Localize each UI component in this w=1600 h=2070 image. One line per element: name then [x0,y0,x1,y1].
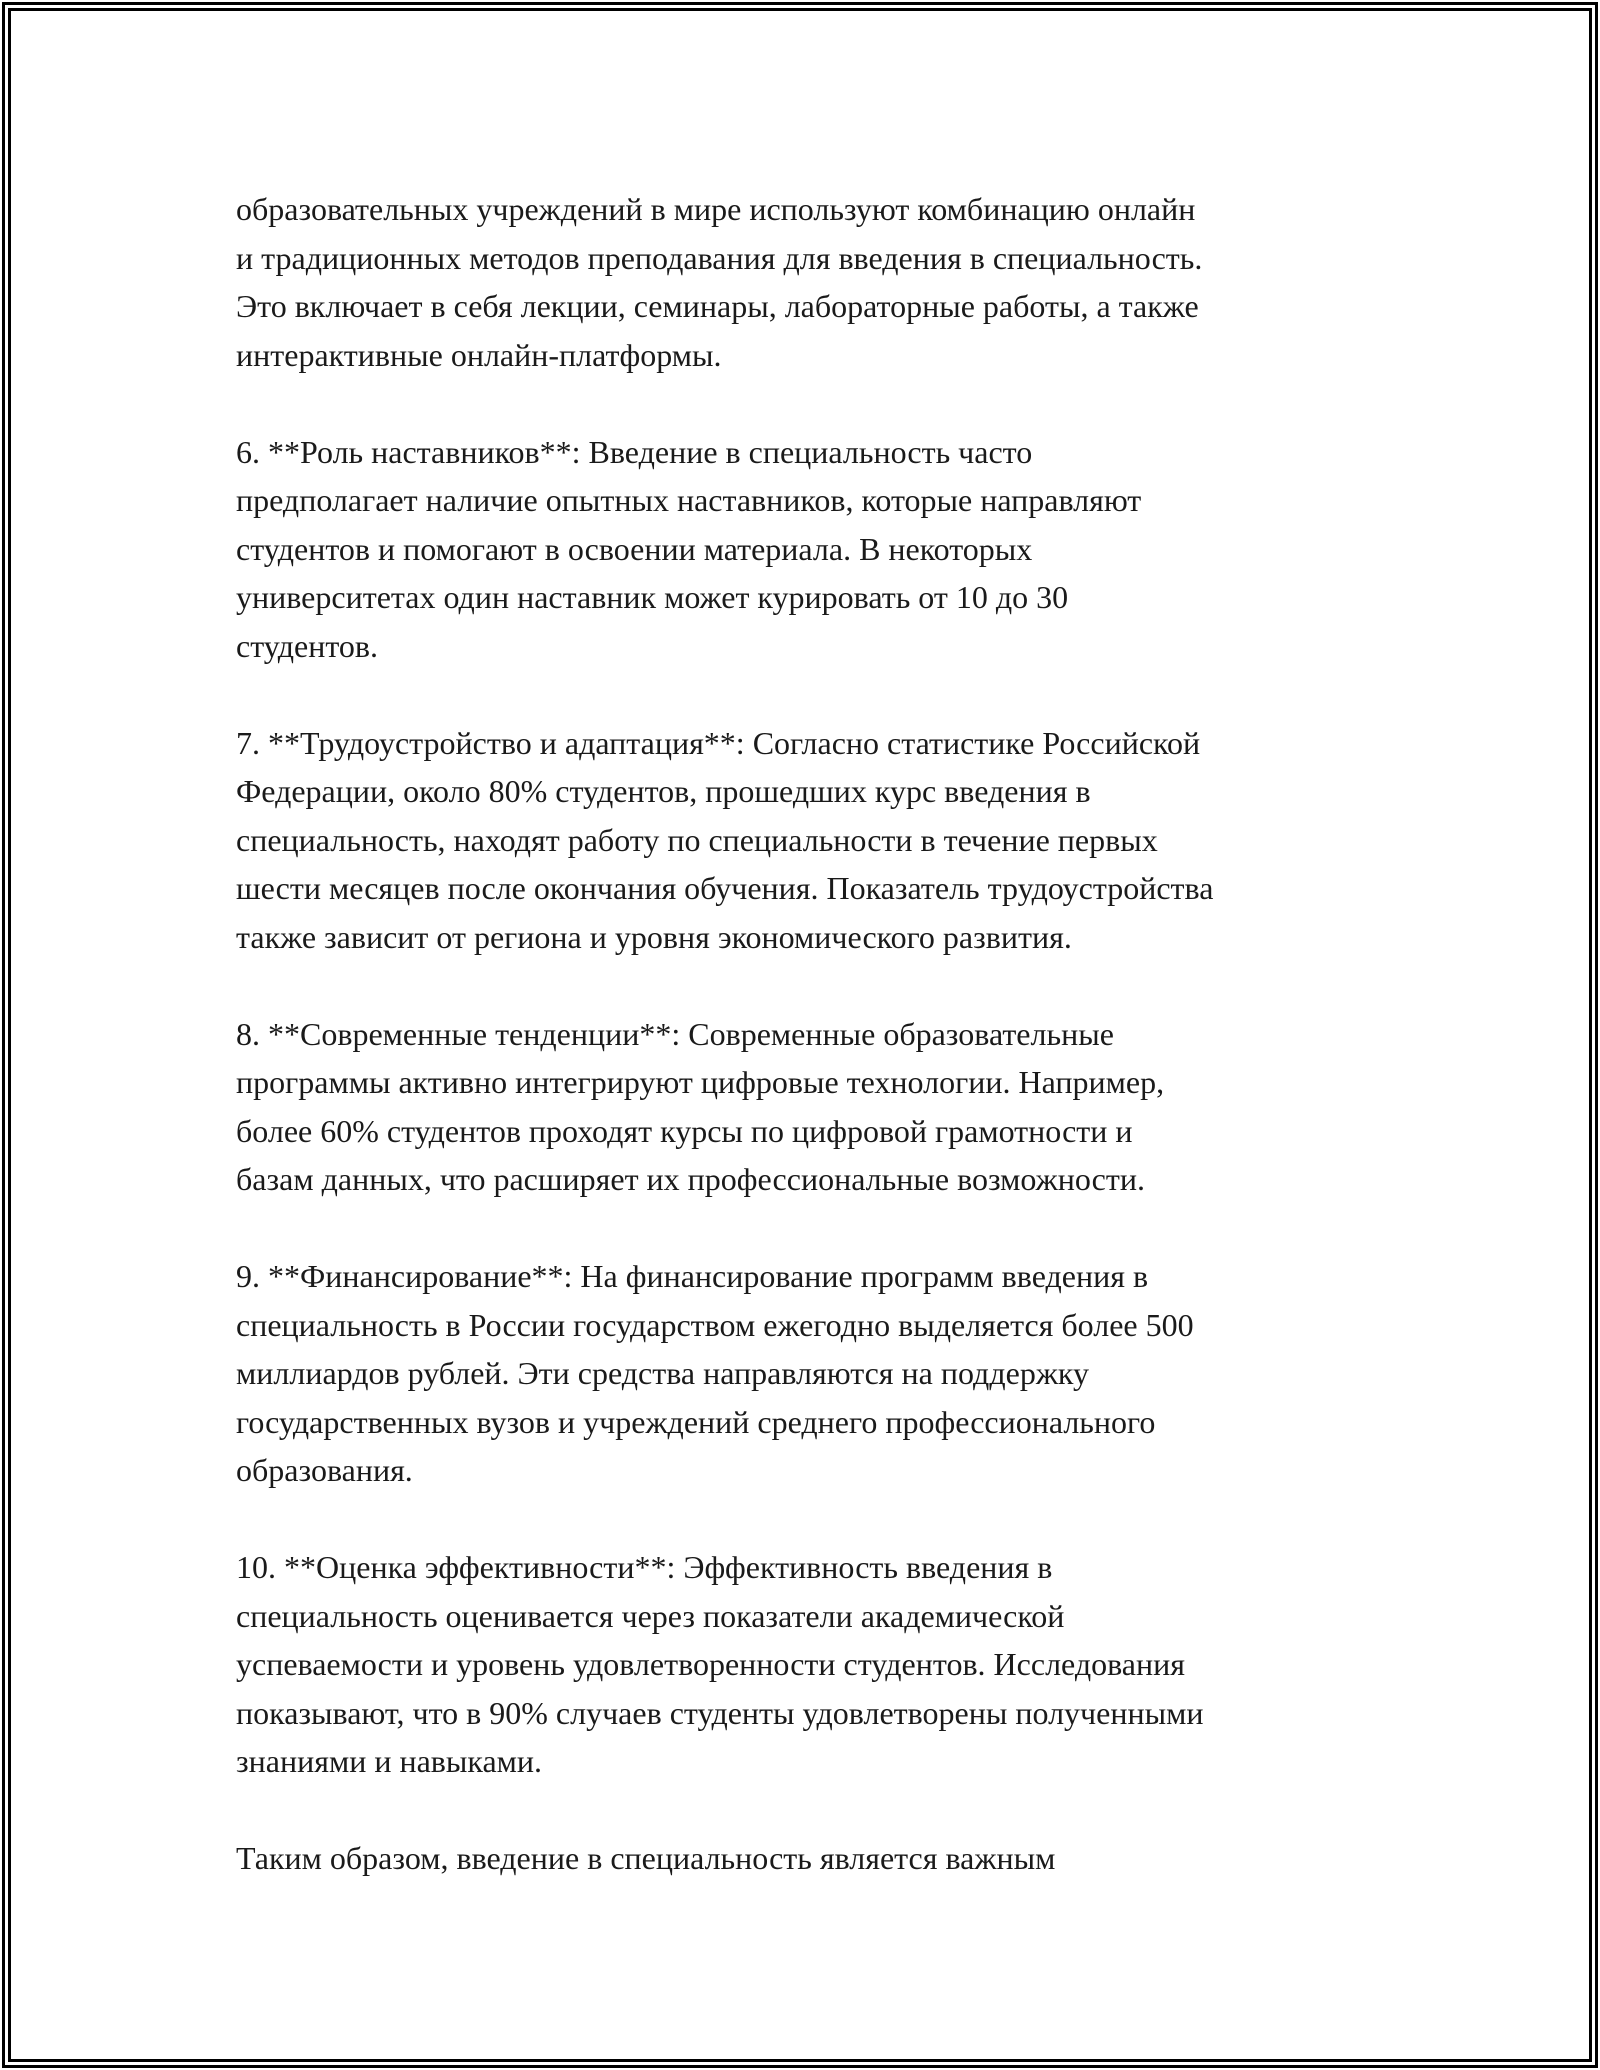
paragraph-item-8: 8. **Современные тенденции**: Современные образовательные программы активно интегрируют цифровые технологии. Например, более 60% студентов проходят курсы по цифровой грамотности и базам данных, что расширяет их профессиональные возможности. [236,1015,1165,1197]
paragraph-item-10: 10. **Оценка эффективности**: Эффективность введения в специальность оценивается через показатели академической успеваемости и уровень удовлетворенности студентов. Исследования показывают, что в 90% случаев студенты удовлетворены полученными знаниями и навыками. [236,1549,1204,1779]
paragraph-item-9: 9. **Финансирование**: На финансирование программ введения в специальность в России государством ежегодно выделяется более 500 миллиардов рублей. Эти средства направляются на поддержку государственных вузов и учреждений среднего профессионального образования. [236,1258,1194,1488]
paragraph-item-7: 7. **Трудоустройство и адаптация**: Согласно статистике Российской Федерации, около 80% студентов, прошедших курс введения в специальность, находят работу по специальности в течение первых шести месяцев после окончания обучения. Показатель трудоустройства также зависит от региона и уровня экономического развития. [236,724,1214,955]
paragraph-item-6: 6. **Роль наставников**: Введение в специальность часто предполагает наличие опытных наставников, которые направляют студентов и помогают в освоении материала. В некоторых университетах один наставник может курировать от 10 до 30 студентов. [236,433,1142,664]
paragraph-conclusion: Таким образом, введение в специальность является важным [236,1840,1056,1876]
document-body [236,185,1376,1883]
paragraph-intro-continuation: образовательных учреждений в мире используют комбинацию онлайн и традиционных методов преподавания для введения в специальность. Это включает в себя лекции, семинары, лабораторные работы, а также интерактивные онлайн-платформы. [236,191,1203,373]
